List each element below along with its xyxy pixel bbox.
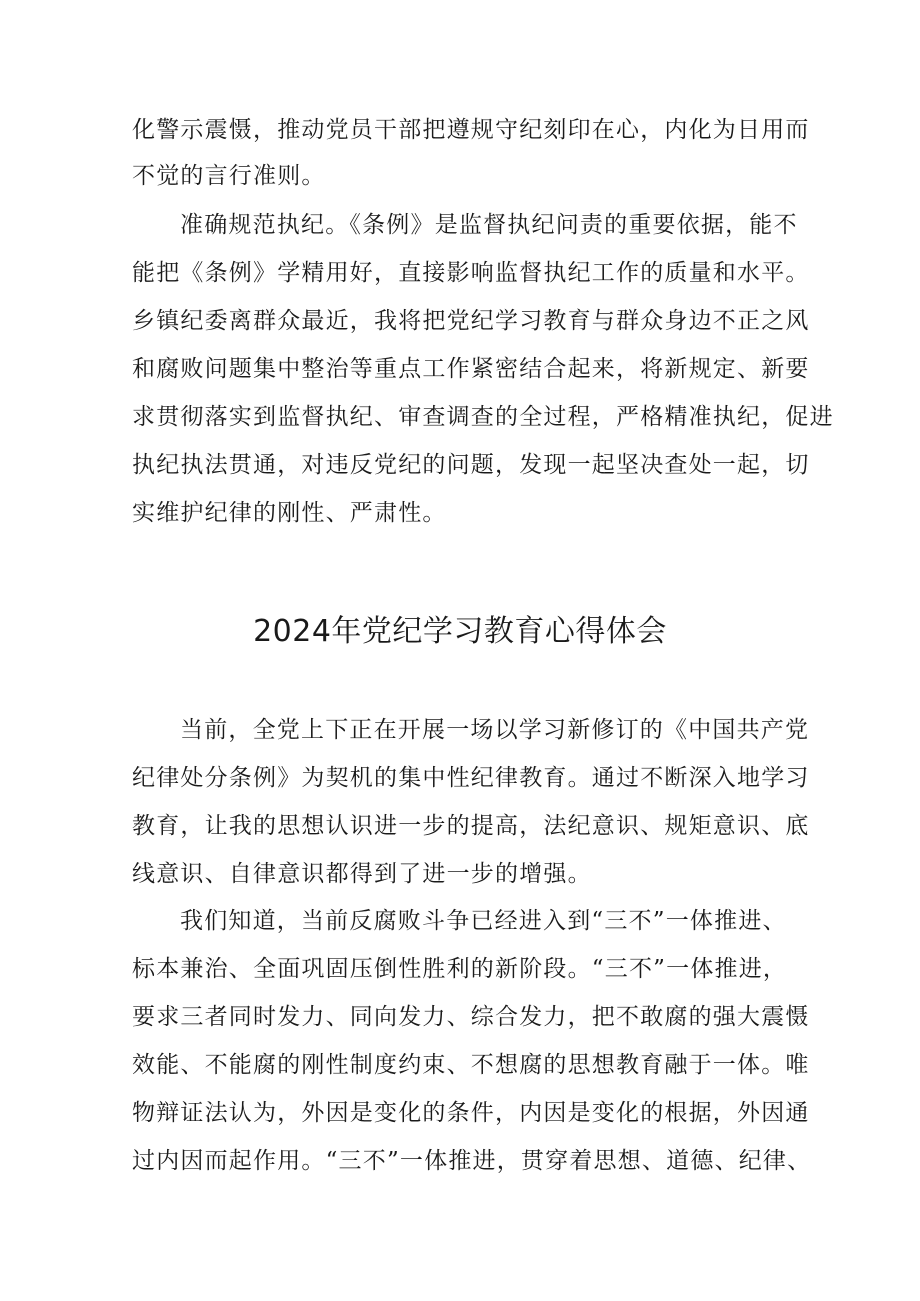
text-line: 实维护纪律的刚性、严肃性。 [132, 500, 447, 526]
text-line: 教育，让我的思想认识进一步的提高，法纪意识、规矩意识、底 [132, 813, 810, 839]
text-line: 乡镇纪委离群众最近，我将把党纪学习教育与群众身边不正之风 [132, 308, 810, 334]
text-line: 不觉的言行准则。 [132, 163, 326, 189]
text-line: 求贯彻落实到监督执纪、审查调查的全过程，严格精准执纪，促进 [132, 404, 834, 430]
text-line: 效能、不能腐的刚性制度约束、不想腐的思想教育融于一体。唯 [132, 1052, 810, 1078]
text-line: 我们知道，当前反腐败斗争已经进入到“三不”一体推进、 [180, 908, 787, 934]
text-line: 线意识、自律意识都得到了进一步的增强。 [132, 861, 592, 887]
text-line: 执纪执法贯通，对违反党纪的问题，发现一起坚决查处一起，切 [132, 452, 810, 478]
text-line: 化警示震慑，推动党员干部把遵规守纪刻印在心，内化为日用而 [132, 117, 810, 143]
text-line: 准确规范执纪。《条例》是监督执纪问责的重要依据，能不 [180, 212, 798, 238]
text-line: 标本兼治、全面巩固压倒性胜利的新阶段。“三不”一体推进， [132, 956, 788, 982]
text-line: 物辩证法认为，外因是变化的条件，内因是变化的根据，外因通 [132, 1100, 810, 1126]
text-line: 能把《条例》学精用好，直接影响监督执纪工作的质量和水平。 [132, 260, 810, 286]
text-line: 过内因而起作用。“三不”一体推进，贯穿着思想、道德、纪律、 [132, 1148, 812, 1174]
text-line: 要求三者同时发力、同向发力、综合发力，把不敢腐的强大震慑 [132, 1004, 810, 1030]
text-line: 和腐败问题集中整治等重点工作紧密结合起来，将新规定、新要 [132, 356, 810, 382]
text-line: 纪律处分条例》为契机的集中性纪律教育。通过不断深入地学习 [132, 765, 810, 791]
text-line: 当前，全党上下正在开展一场以学习新修订的《中国共产党 [180, 717, 810, 743]
document-title: 2024年党纪学习教育心得体会 [253, 614, 667, 649]
